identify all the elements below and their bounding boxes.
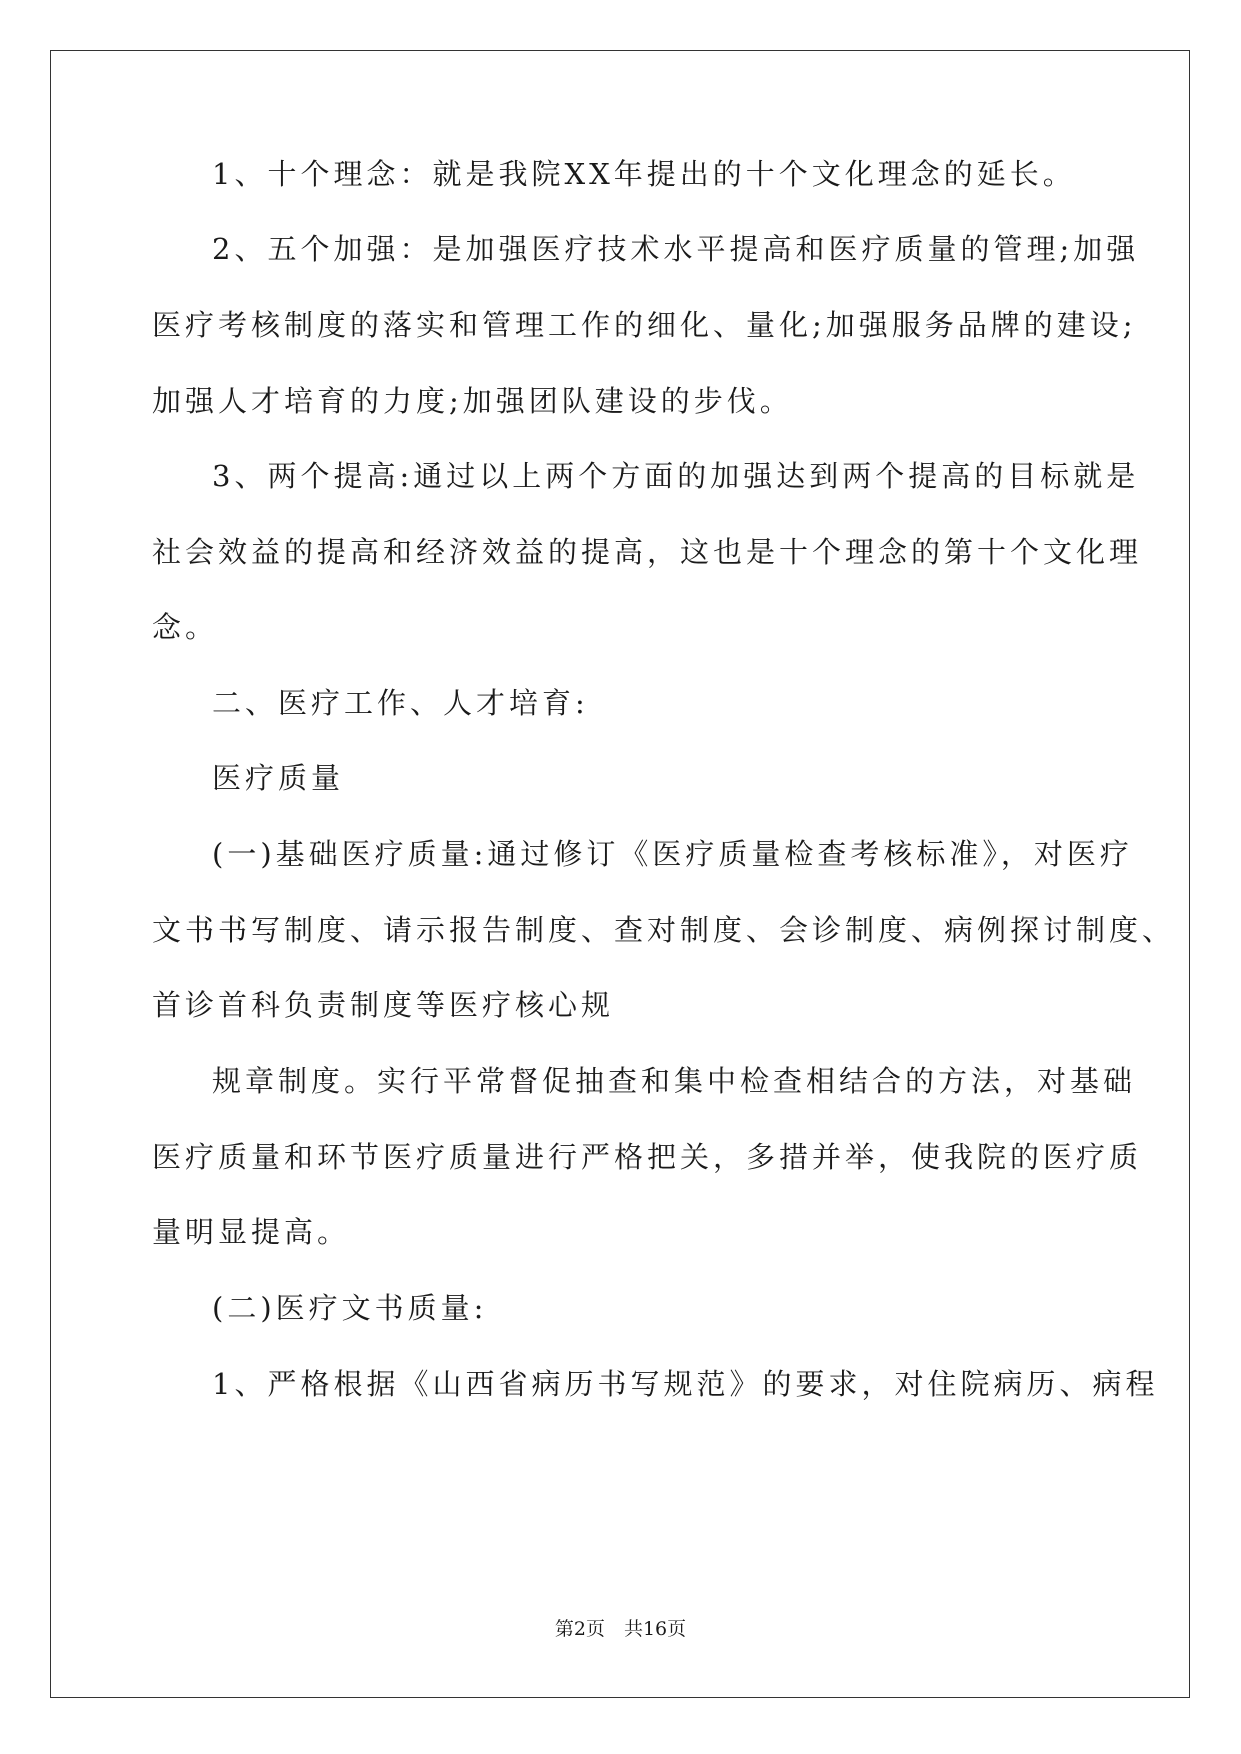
text-line: 3、两个提高:通过以上两个方面的加强达到两个提高的目标就是 bbox=[212, 459, 1140, 493]
text-line: (二)医疗文书质量: bbox=[212, 1291, 488, 1325]
text-line: 念。 bbox=[152, 610, 219, 644]
text-line: 加强人才培育的力度;加强团队建设的步伐。 bbox=[152, 384, 793, 418]
text-line: 文书书写制度、请示报告制度、查对制度、会诊制度、病例探讨制度、 bbox=[152, 913, 1176, 947]
text-line: (一)基础医疗质量:通过修订《医疗质量检查考核标准》，对医疗 bbox=[212, 837, 1133, 871]
text-line: 1、十个理念：就是我院XX年提出的十个文化理念的延长。 bbox=[212, 157, 1076, 191]
text-line: 社会效益的提高和经济效益的提高，这也是十个理念的第十个文化理 bbox=[152, 535, 1143, 569]
page-number: 第2页 共16页 bbox=[554, 1618, 687, 1640]
text-line: 量明显提高。 bbox=[152, 1215, 351, 1249]
text-line: 医疗考核制度的落实和管理工作的细化、量化;加强服务品牌的建设; bbox=[152, 308, 1137, 342]
text-line: 医疗质量和环节医疗质量进行严格把关，多措并举，使我院的医疗质 bbox=[152, 1140, 1143, 1174]
text-line: 1、严格根据《山西省病历书写规范》的要求，对住院病历、病程 bbox=[212, 1367, 1159, 1401]
page-border bbox=[50, 50, 1190, 1698]
text-line: 规章制度。实行平常督促抽查和集中检查相结合的方法，对基础 bbox=[212, 1064, 1137, 1098]
text-line: 首诊首科负责制度等医疗核心规 bbox=[152, 988, 615, 1022]
subsection-heading: 医疗质量 bbox=[212, 761, 345, 795]
text-line: 2、五个加强：是加强医疗技术水平提高和医疗质量的管理;加强 bbox=[212, 232, 1140, 266]
section-heading: 二、医疗工作、人才培育: bbox=[212, 686, 589, 720]
